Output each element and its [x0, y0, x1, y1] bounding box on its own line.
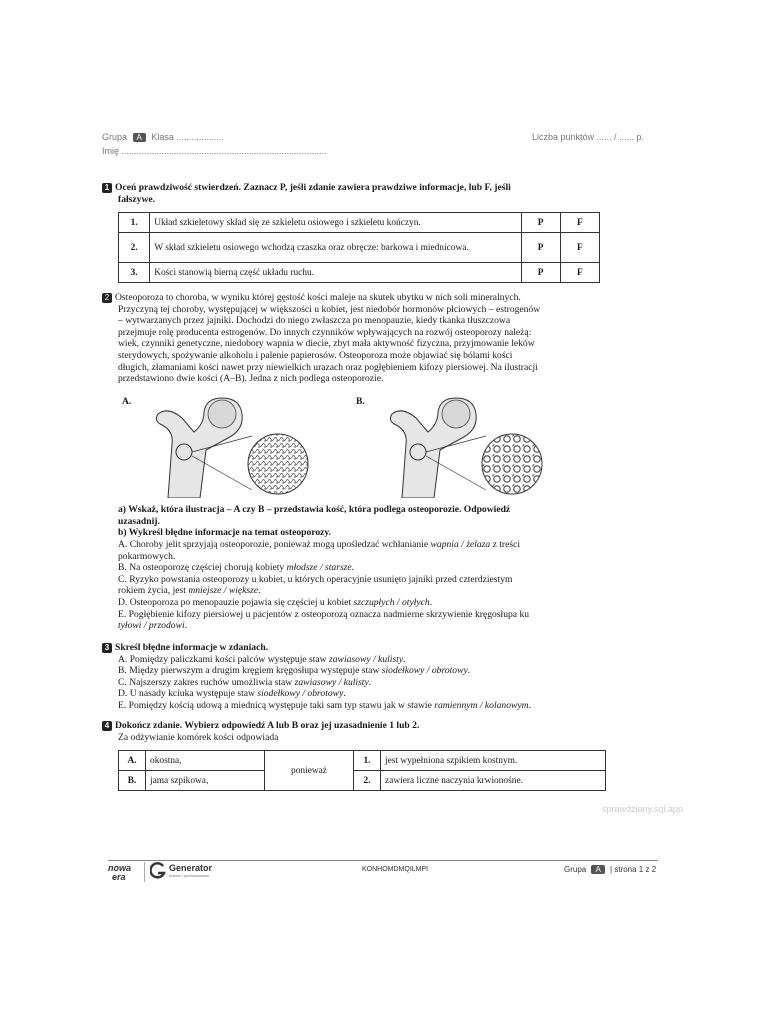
option-pair[interactable]: zawiasowy / kulisty — [329, 653, 404, 665]
item-text: C. Najszerszy zakres ruchów umożliwia staw — [118, 676, 295, 688]
generator-g-icon — [150, 862, 166, 880]
q2-number: 2 — [102, 293, 112, 303]
generator-subtitle: testów i sprawdzianów — [169, 873, 210, 878]
q2-line-text: Osteoporoza to choroba, w wyniku której gęstość kości maleje na skutek ubytku w nich soli mineralnych. — [115, 292, 521, 303]
item-text: A. Choroby jelit sprzyjają osteoporozie, ponieważ mogą upośledzać wchłanianie — [118, 539, 431, 550]
item-text: z treści — [490, 539, 521, 550]
generator-logo — [150, 862, 212, 880]
option-b-text: jama szpikowa, — [146, 771, 265, 791]
reason-1-label[interactable]: 1. — [354, 751, 381, 771]
q1-title-line2: fałszywe. — [118, 194, 156, 205]
item-text: E. Pomiędzy kością udową a miednicą występuje taki sam typ stawu jak w stawie — [118, 699, 435, 711]
q2b-item-a — [118, 539, 678, 551]
q2b-item-d — [118, 597, 678, 609]
false-option[interactable]: F — [560, 263, 599, 283]
item-text: . — [343, 688, 346, 700]
q2b-title: b) Wykreśl błędne informacje na temat osteoporozy. — [118, 527, 332, 539]
q1-row-text: Kości stanowią bierną część układu ruchu. — [150, 263, 521, 283]
reason-2-text: zawiera liczne naczynia krwionośne. — [381, 771, 606, 791]
generator-text — [169, 864, 212, 878]
true-option[interactable]: P — [521, 263, 560, 283]
q2-line: sterydowych, spożywanie alkoholu i palenie papierosów. Osteoporoza może objawiać się bólami kości — [118, 349, 513, 361]
false-option[interactable]: F — [560, 233, 599, 263]
generator-title: Generator — [169, 863, 213, 873]
q1-row-text: W skład szkieletu osiowego wchodzą czaszka oraz obręcze: barkowa i miednicowa. — [150, 233, 521, 263]
q2b-item-b — [118, 562, 678, 574]
q4-block — [102, 720, 672, 743]
item-text: D. U nasady kciuka występuje staw — [118, 688, 258, 700]
q3-title — [102, 642, 672, 654]
item-text: . — [184, 620, 188, 632]
q1-title — [102, 182, 672, 194]
logo-text: nowa — [108, 863, 132, 873]
true-option[interactable]: P — [521, 213, 560, 233]
q2-text — [102, 292, 672, 385]
q4-row — [119, 751, 606, 771]
footer-group-label: Grupa — [564, 865, 587, 874]
q3-title-text: Skreśl błędne informacje w zdaniach. — [115, 642, 269, 653]
item-text: B. Między pierwszym a drugim kręgiem kręgosłupa występuje staw — [118, 665, 382, 677]
option-pair[interactable]: ramiennym / kolanowym — [434, 699, 529, 711]
q4-number: 4 — [102, 721, 112, 731]
q2-line: przedstawiono dwie kości (A–B). Jedna z nich podlega osteoporozie. — [118, 373, 384, 385]
illustration-b-label: B. — [356, 396, 365, 407]
q2a-prompt — [118, 504, 678, 539]
q1-row — [119, 213, 600, 233]
class-label: Klasa ................... — [151, 132, 224, 142]
q2a-line: uzasadnij. — [118, 515, 160, 527]
q2-line: długich, złamaniami kości nawet przy niewielkich urazach oraz pogłębieniem kifozy piersiowej. Na ilustracji — [118, 361, 538, 373]
option-pair[interactable]: młodsze / starsze — [286, 562, 352, 574]
option-a-text: okostna, — [146, 751, 265, 771]
q2-line: Przyczyną tej choroby, występującej w większości u kobiet, jest niedobór hormonów płciowych – estrogenów — [118, 303, 541, 315]
q1-number: 1 — [102, 183, 112, 193]
q2b-item-e — [118, 620, 678, 632]
group-label: Grupa — [102, 132, 128, 142]
footer-group — [564, 865, 656, 874]
q4-stem: Za odżywianie komórek kości odpowiada — [118, 731, 279, 743]
q4-title — [102, 720, 672, 732]
item-text: D. Osteoporoza po menopauzie pojawia się częściej u kobiet — [118, 596, 354, 608]
q1-row — [119, 233, 600, 263]
q3-block — [102, 642, 672, 712]
logo-text: era — [112, 872, 126, 882]
footer-group-badge: A — [591, 865, 604, 874]
option-pair[interactable]: mniejsze / większe — [188, 585, 259, 597]
option-pair[interactable]: wapnia / żelaza — [430, 539, 491, 550]
option-pair[interactable]: szczupłych / otyłych — [353, 596, 430, 608]
group-badge: A — [133, 133, 146, 142]
footer-rule — [108, 860, 658, 861]
q1-table — [118, 212, 600, 283]
q4-row — [119, 771, 606, 791]
item-text: . — [429, 596, 433, 608]
q1-row-number: 2. — [119, 233, 150, 263]
q3-item — [102, 654, 672, 666]
item-text: . — [351, 562, 355, 574]
q2b-items — [118, 539, 678, 632]
watermark: sprawdziany.sql.app — [602, 804, 683, 814]
option-b-label[interactable]: B. — [119, 771, 146, 791]
q3-item — [102, 665, 672, 677]
option-pair[interactable]: siodełkowy / obrotowy — [257, 688, 344, 700]
item-text: rokiem życia, jest — [118, 585, 189, 597]
logo-divider — [144, 862, 145, 882]
name-label: Imię .................................................................................. — [102, 146, 327, 156]
q3-item — [102, 700, 672, 712]
bone-illustration-a — [148, 394, 320, 498]
item-text: . — [368, 676, 372, 688]
option-pair[interactable]: siodełkowy / obrotowy — [381, 665, 468, 677]
q3-item — [102, 677, 672, 689]
q4-title-text: Dokończ zdanie. Wybierz odpowiedź A lub B oraz jej uzasadnienie 1 lub 2. — [115, 720, 420, 731]
item-text: C. Ryzyko powstania osteoporozy u kobiet, u których operacyjnie usunięto jajniki przed czterdziestym — [118, 573, 513, 585]
item-text: B. Na osteoporozę częściej chorują kobiety — [118, 562, 287, 574]
illustration-a-label: A. — [122, 396, 132, 407]
q2-line: wiek, czynniki genetyczne, niedobory wapnia w diecie, zbyt mała aktywność fizyczna, przyjmowanie leków — [118, 338, 535, 350]
worksheet-page — [92, 118, 683, 898]
points-label: Liczba punktów ...... / ...... p. — [532, 132, 645, 142]
bone-illustration-b — [382, 394, 554, 498]
option-a-label[interactable]: A. — [119, 751, 146, 771]
item-text: . — [403, 653, 406, 665]
item-text: . — [258, 585, 261, 597]
q1-title-text: Oceń prawdziwość stwierdzeń. Zaznacz P, jeśli zdanie zawiera prawdziwe informacje, lub F, jeśli — [115, 182, 511, 193]
test-code: KONHOMDMQILMPI — [362, 866, 429, 873]
false-option[interactable]: F — [560, 213, 599, 233]
q2-line: – wytwarzanych przez jajniki. Dochodzi do niego zwłaszcza po menopauzie, kiedy tkanka tłuszczowa — [118, 315, 511, 327]
q2a-line: a) Wskaż, która ilustracja – A czy B – przedstawia kość, która podlega osteoporozie. Odpowiedź — [118, 504, 511, 515]
group-field — [102, 132, 224, 142]
reason-2-label[interactable]: 2. — [354, 771, 381, 791]
q1-row-number: 3. — [119, 263, 150, 283]
item-text: . — [467, 665, 471, 677]
option-pair[interactable]: tyłowi / przodowi — [118, 620, 185, 632]
q2-line: przejmuje rolę producenta estrogenów. Do innych czynników wpływających na rozwój osteoporozy należą: — [118, 326, 532, 338]
q1-row — [119, 263, 600, 283]
item-text: A. Pomiędzy paliczkami kości palców występuje staw — [118, 653, 330, 665]
reason-1-text: jest wypełniona szpikiem kostnym. — [381, 751, 606, 771]
page-number: | strona 1 z 2 — [610, 865, 657, 874]
q2-line — [102, 292, 672, 304]
item-text: . — [528, 699, 531, 711]
nowa-era-logo — [108, 864, 131, 882]
true-option[interactable]: P — [521, 233, 560, 263]
q3-number: 3 — [102, 643, 112, 653]
because-label: ponieważ — [265, 751, 354, 791]
option-pair[interactable]: zawiasowy / kulisty — [294, 676, 369, 688]
item-text: E. Pogłębienie kifozy piersiowej u pacjentów z osteoporozą oznacza nadmierne skrzywienie kręgosłupa ku — [118, 608, 530, 620]
q1-row-text: Układ szkieletowy skład się ze szkieletu osiowego i szkieletu kończyn. — [150, 213, 521, 233]
q3-item — [102, 688, 672, 700]
item-text: pokarmowych. — [118, 550, 176, 562]
q4-table — [118, 750, 606, 791]
q1-row-number: 1. — [119, 213, 150, 233]
q2b-item-c — [118, 585, 678, 597]
